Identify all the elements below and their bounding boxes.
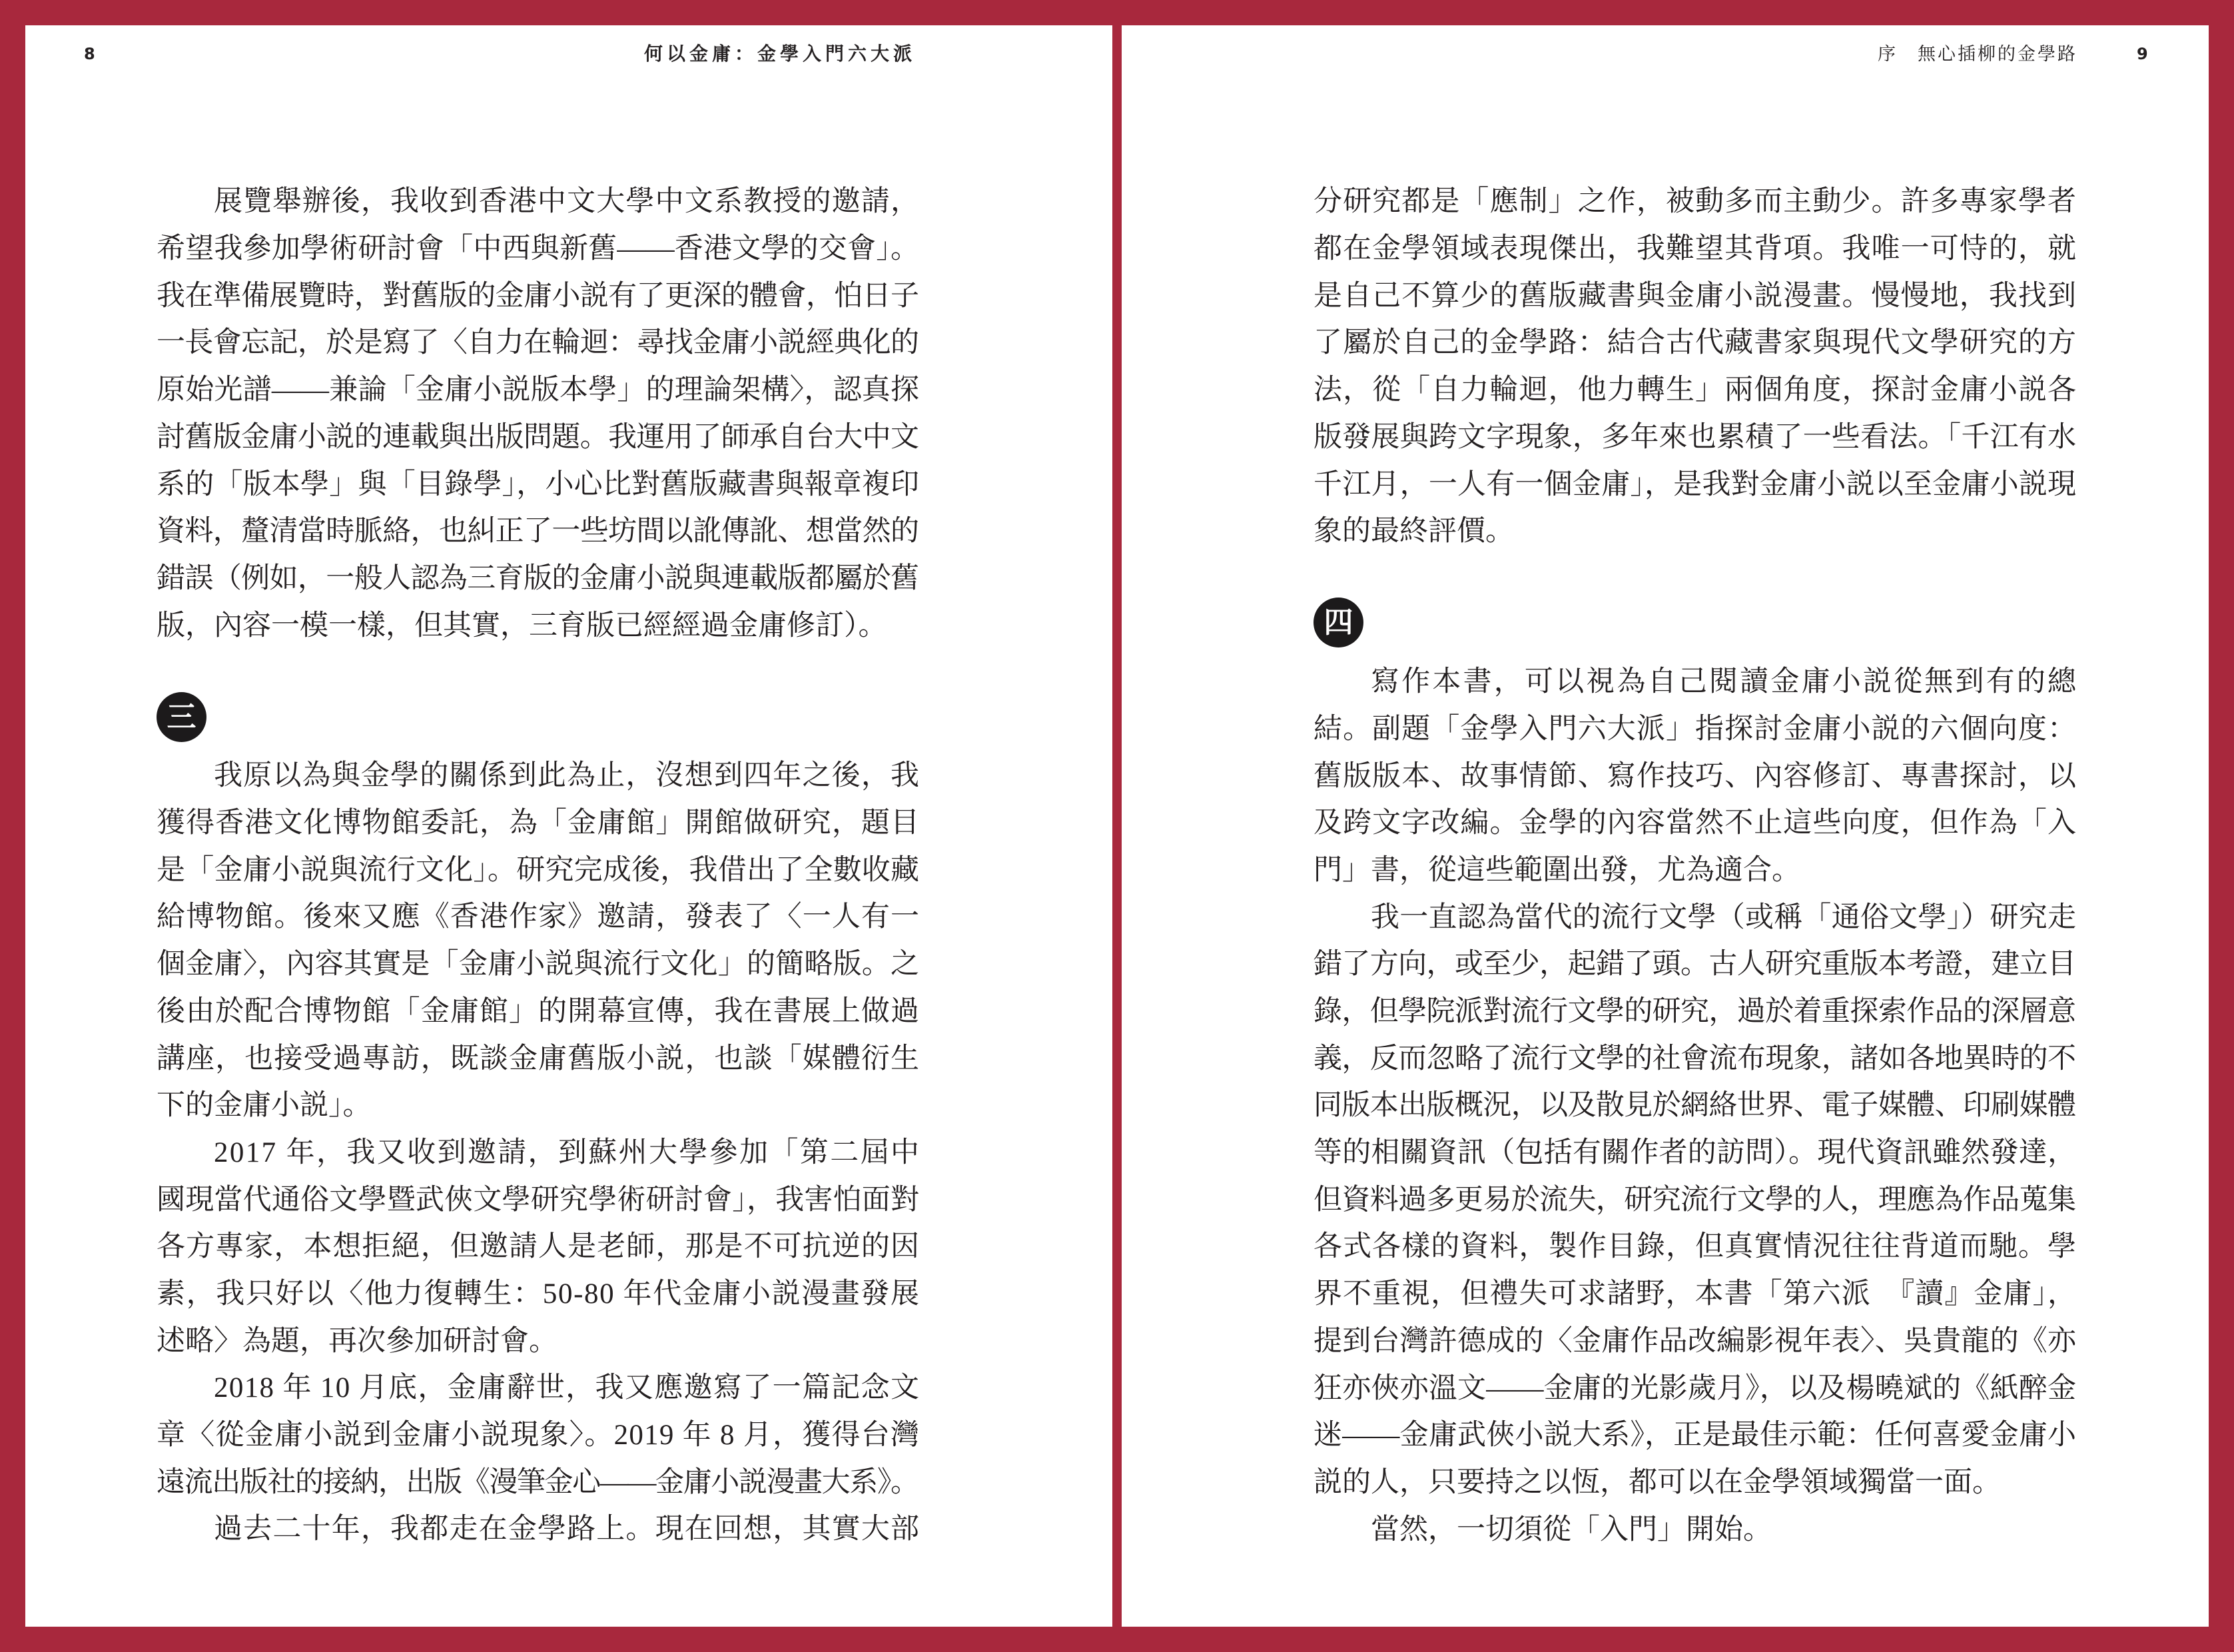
paragraph	[157, 1130, 919, 1365]
section-marker: 三	[157, 692, 206, 742]
text-line: 討舊版金庸小説的連載與出版問題。我運用了師承自台大中文	[157, 421, 919, 453]
text-line: 章〈從金庸小説到金庸小説現象〉。2019 年 8 月，獲得台灣	[157, 1420, 921, 1451]
text-block	[157, 753, 919, 1553]
text-line: 迷——金庸武俠小説大系》，正是最佳示範：任何喜愛金庸小	[1313, 1420, 2077, 1451]
text-line: 一長會忘記，於是寫了〈自力在輪迴：尋找金庸小説經典化的	[157, 327, 919, 359]
text-line: 舊版版本、故事情節、寫作技巧、內容修訂、專書探討，以	[1313, 760, 2077, 792]
text-line: 法，從「自力輪迴，他力轉生」兩個角度，探討金庸小説各	[1313, 374, 2077, 406]
text-line: 門」書，從這些範圍出發，尤為適合。	[1313, 854, 1800, 886]
text-line: 2018 年 10 月底，金庸辭世，我又應邀寫了一篇記念文	[214, 1372, 921, 1404]
text-line: 系的「版本學」與「目錄學」，小心比對舊版藏書與報章複印	[157, 468, 920, 500]
section-marker: 四	[1313, 598, 1363, 647]
text-line: 後由於配合博物館「金庸館」的開幕宣傳，我在書展上做過	[157, 995, 921, 1027]
paragraph	[157, 1506, 919, 1553]
text-block	[157, 179, 919, 649]
text-line: 錄，但學院派對流行文學的研究，過於着重探索作品的深層意	[1313, 996, 2076, 1027]
paragraph	[157, 179, 919, 649]
text-line: 是「金庸小説與流行文化」。研究完成後，我借出了全數收藏	[157, 854, 920, 886]
text-line: 展覽舉辦後，我收到香港中文大學中文系教授的邀請，	[214, 186, 921, 218]
text-line: 都在金學領域表現傑出，我難望其背項。我唯一可恃的，就	[1313, 233, 2077, 265]
text-line: 版，內容一模一樣，但其實，三育版已經經過金庸修訂）。	[157, 610, 887, 641]
text-line: 同版本出版概況，以及散見於網絡世界、電子媒體、印刷媒體	[1313, 1090, 2076, 1122]
text-line: 界不重視，但禮失可求諸野，本書「第六派 『讀』金庸」，	[1313, 1278, 2077, 1310]
text-line: 提到台灣許德成的〈金庸作品改編影視年表〉、吳貴龍的《亦	[1313, 1325, 2077, 1357]
left-page	[25, 25, 1112, 1627]
text-line: 各方專家，本想拒絕，但邀請人是老師，那是不可抗逆的因	[157, 1231, 921, 1263]
paragraph	[1313, 659, 2079, 894]
paragraph	[157, 1365, 919, 1506]
text-line: 素，我只好以〈他力復轉生：50-80 年代金庸小説漫畫發展	[157, 1278, 921, 1310]
page-number: 8	[84, 45, 95, 63]
text-line: 寫作本書，可以視為自己閱讀金庸小説從無到有的總	[1371, 666, 2079, 698]
paragraph	[1313, 895, 2076, 1507]
right-page	[1122, 25, 2209, 1627]
text-line: 説的人，只要持之以恆，都可以在金學領域獨當一面。	[1313, 1466, 2001, 1498]
paragraph	[1313, 1507, 2076, 1554]
text-line: 遠流出版社的接納，出版《漫筆金心——金庸小説漫畫大系》。	[157, 1466, 919, 1498]
text-line: 我一直認為當代的流行文學（或稱「通俗文學」）研究走	[1371, 901, 2077, 933]
text-line: 但資料過多更易於流失，研究流行文學的人，理應為作品蒐集	[1313, 1184, 2076, 1216]
text-line: 版發展與跨文字現象，多年來也累積了一些看法。「千江有水	[1313, 421, 2077, 453]
text-line: 等的相關資訊（包括有關作者的訪問）。現代資訊雖然發達，	[1313, 1137, 2077, 1169]
text-line: 下的金庸小説」。	[157, 1090, 372, 1122]
text-line: 2017 年，我又收到邀請，到蘇州大學參加「第二屆中	[214, 1136, 921, 1168]
text-line: 述略〉為題，再次參加研討會。	[157, 1325, 558, 1357]
text-line: 給博物館。後來又應《香港作家》邀請，發表了〈一人有一	[157, 901, 921, 933]
text-line: 各式各樣的資料，製作目錄，但真實情況往往背道而馳。學	[1313, 1231, 2077, 1263]
text-line: 我原以為與金學的關係到此為止，沒想到四年之後，我	[214, 760, 921, 792]
text-line: 象的最終評價。	[1313, 516, 1514, 548]
text-line: 獲得香港文化博物館委託，為「金庸館」開館做研究，題目	[157, 807, 921, 839]
text-line: 結。副題「金學入門六大派」指探討金庸小説的六個向度：	[1313, 713, 2077, 745]
text-line: 個金庸〉，內容其實是「金庸小説與流行文化」的簡略版。之	[157, 949, 920, 981]
text-line: 當然，一切須從「入門」開始。	[1371, 1513, 1772, 1545]
text-line: 錯了方向，或至少，起錯了頭。古人研究重版本考證，建立目	[1313, 949, 2076, 981]
text-line: 錯誤（例如，一般人認為三育版的金庸小説與連載版都屬於舊	[157, 562, 919, 594]
running-head: 何以金庸：金學入門六大派	[644, 43, 917, 65]
text-line: 國現當代通俗文學暨武俠文學研究學術研討會」，我害怕面對	[157, 1184, 920, 1216]
text-line: 了屬於自己的金學路：結合古代藏書家與現代文學研究的方	[1313, 327, 2077, 359]
text-line: 及跨文字改編。金學的內容當然不止這些向度，但作為「入	[1313, 807, 2077, 839]
text-line: 原始光譜——兼論「金庸小説版本學」的理論架構〉，認真探	[157, 374, 920, 406]
text-line: 資料，釐清當時脈絡，也糾正了一些坊間以訛傳訛、想當然的	[157, 516, 919, 548]
running-head: 序 無心插柳的金學路	[1878, 44, 2077, 64]
paragraph	[157, 753, 919, 1130]
text-block	[1313, 659, 2079, 1553]
text-line: 我在準備展覽時，對舊版的金庸小説有了更深的體會，怕日子	[157, 280, 919, 312]
text-line: 義，反而忽略了流行文學的社會流布現象，諸如各地異時的不	[1313, 1042, 2076, 1074]
text-line: 分研究都是「應制」之作，被動多而主動少。許多專家學者	[1313, 186, 2077, 218]
text-line: 千江月，一人有一個金庸」，是我對金庸小説以至金庸小説現	[1313, 468, 2077, 500]
text-line: 是自己不算少的舊版藏書與金庸小説漫畫。慢慢地，我找到	[1313, 280, 2077, 312]
text-line: 狂亦俠亦溫文——金庸的光影歲月》，以及楊曉斌的《紙醉金	[1313, 1372, 2077, 1404]
paragraph	[1313, 179, 2076, 556]
page-number: 9	[2137, 45, 2148, 63]
text-line: 過去二十年，我都走在金學路上。現在回想，其實大部	[214, 1513, 921, 1545]
text-block	[1313, 179, 2076, 556]
text-line: 希望我參加學術研討會「中西與新舊——香港文學的交會」。	[157, 233, 920, 265]
text-line: 講座，也接受過專訪，既談金庸舊版小説，也談「媒體衍生	[157, 1042, 921, 1074]
